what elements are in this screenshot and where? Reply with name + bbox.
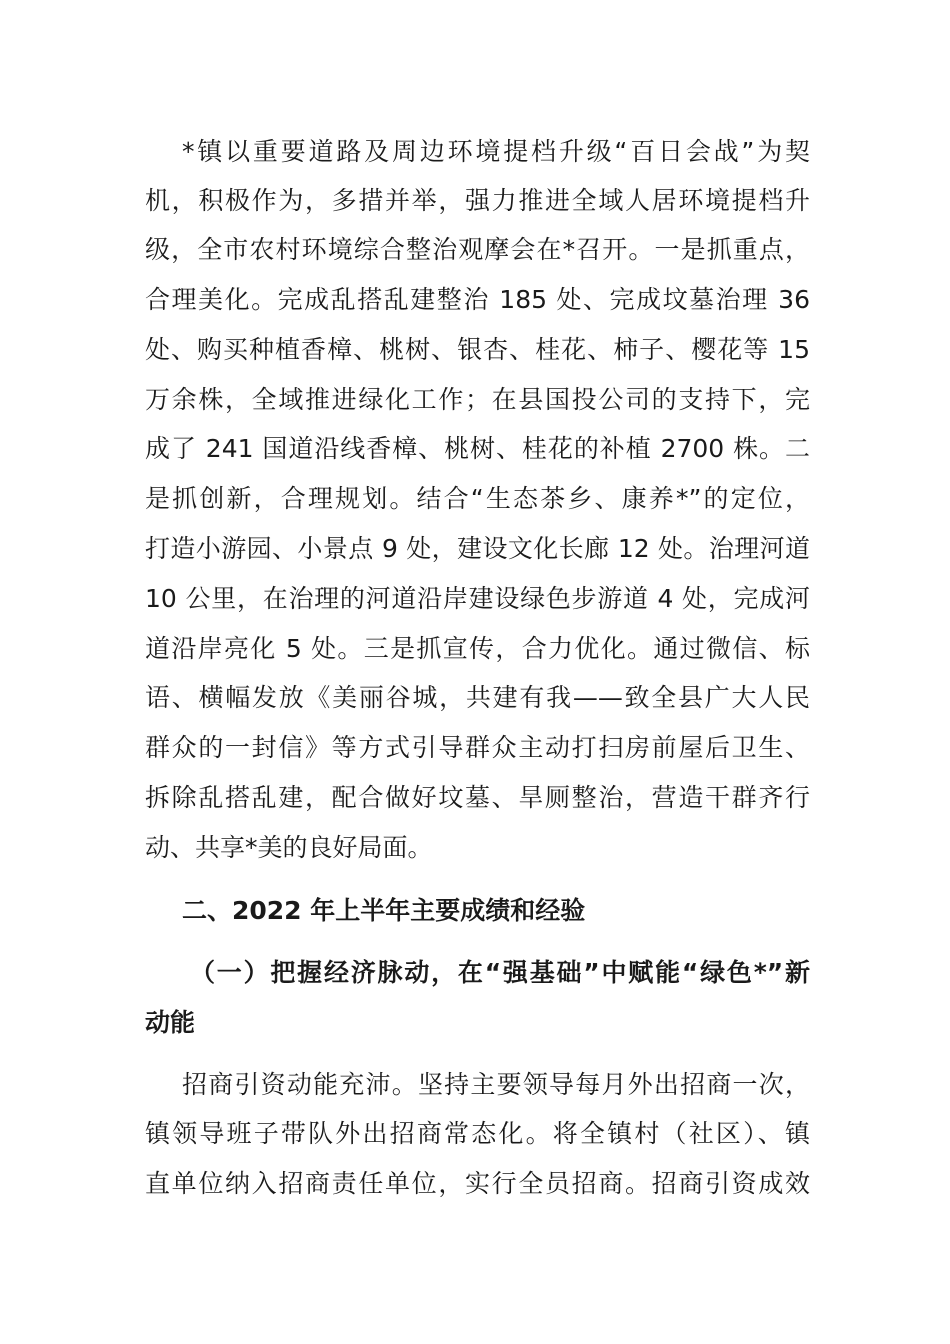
paragraph-line: 合理美化。完成乱搭乱建整治 185 处、完成坟墓治理 36 [145, 285, 810, 314]
paragraph-line: 是抓创新，合理规划。结合“生态茶乡、康养*”的定位， [145, 484, 810, 513]
paragraph-line: 直单位纳入招商责任单位，实行全员招商。招商引资成效 [145, 1169, 810, 1198]
paragraph-line: 万余株，全域推进绿化工作；在县国投公司的支持下，完 [145, 385, 810, 414]
paragraph-line: 道沿岸亮化 5 处。三是抓宣传，合力优化。通过微信、标 [145, 634, 810, 663]
paragraph-line: 动、共享*美的良好局面。 [145, 833, 433, 862]
paragraph-line: 级，全市农村环境综合整治观摩会在*召开。一是抓重点， [145, 235, 810, 264]
paragraph-line: *镇以重要道路及周边环境提档升级“百日会战”为契 [182, 137, 810, 166]
paragraph-line: 拆除乱搭乱建，配合做好坟墓、旱厕整治，营造干群齐行 [145, 783, 810, 812]
subsection-heading-line: 动能 [145, 1008, 196, 1037]
paragraph-line: 打造小游园、小景点 9 处，建设文化长廊 12 处。治理河道 [145, 534, 810, 563]
paragraph-line: 招商引资动能充沛。坚持主要领导每月外出招商一次， [182, 1070, 810, 1099]
subsection-heading-line: （一）把握经济脉动，在“强基础”中赋能“绿色*”新 [190, 958, 810, 987]
paragraph-line: 语、横幅发放《美丽谷城，共建有我——致全县广大人民 [145, 683, 810, 712]
paragraph-line: 10 公里，在治理的河道沿岸建设绿色步游道 4 处，完成河 [145, 584, 810, 613]
paragraph-line: 成了 241 国道沿线香樟、桃树、桂花的补植 2700 株。二 [145, 434, 810, 463]
paragraph-line: 镇领导班子带队外出招商常态化。将全镇村（社区）、镇 [145, 1119, 810, 1148]
paragraph-line: 处、购买种植香樟、桃树、银杏、桂花、柿子、樱花等 15 [145, 335, 810, 364]
paragraph-line: 机，积极作为，多措并举，强力推进全域人居环境提档升 [145, 186, 810, 215]
section-heading: 二、2022 年上半年主要成绩和经验 [182, 896, 586, 925]
paragraph-line: 群众的一封信》等方式引导群众主动打扫房前屋后卫生、 [145, 733, 810, 762]
